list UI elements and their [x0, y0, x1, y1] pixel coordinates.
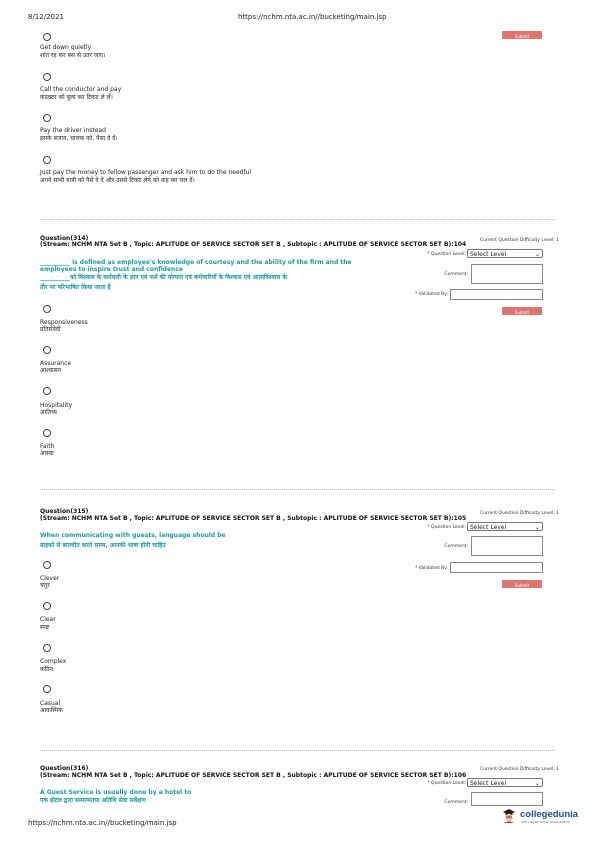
collegedunia-tagline: India's largest Student Review Platform: [521, 821, 571, 824]
select-value: Select Level: [470, 780, 507, 787]
question-level-select[interactable]: [467, 522, 543, 531]
question-text-en: __________ is defined as employee's knowledge of courtesy and the ability of the firm and the: [40, 259, 352, 266]
option-text-hi: शांत रह कर बस से उतर जाए।: [40, 52, 106, 59]
option-radio[interactable]: [43, 561, 51, 569]
question-stream: (Stream: NCHM NTA Set B , Topic: APLITUDE OF SERVICE SECTOR SET B , Subtopic : APLITUDE OF SERVICE SECTOR SET B):105: [40, 515, 467, 522]
submit-button[interactable]: Submit: [502, 31, 542, 39]
option-text-en: Responsiveness: [40, 319, 88, 326]
option-text-hi: आश्वासन: [40, 367, 61, 374]
question-text-hi: ग्राहकों से बातचीत करते समय, आपकी भाषा होनी चाहिए: [40, 542, 166, 549]
validated-by-input[interactable]: [450, 289, 543, 300]
option-text-hi: अपने साथी यात्री को पैसे दे दें और उससे टिकट लेने को कह कर चल दें।: [40, 177, 195, 184]
question-title: Question(316): [40, 765, 89, 772]
question-title: Question(314): [40, 235, 89, 242]
option-text-hi: कठिन: [40, 666, 53, 673]
option-text-en: Clever: [40, 575, 60, 582]
submit-button[interactable]: Submit: [502, 580, 542, 588]
option-radio[interactable]: [43, 114, 51, 122]
option-radio[interactable]: [43, 387, 51, 395]
submit-button[interactable]: Submit: [502, 307, 542, 315]
option-text-hi: आस्था: [40, 450, 54, 457]
option-radio[interactable]: [43, 346, 51, 354]
option-text-hi: आकस्मिक: [40, 707, 63, 714]
question-stream: (Stream: NCHM NTA Set B , Topic: APLITUDE OF SERVICE SECTOR SET B , Subtopic : APLITUDE OF SERVICE SECTOR SET B):104: [40, 241, 467, 248]
comment-textarea[interactable]: [471, 264, 543, 284]
comment-label: Comment:: [444, 800, 468, 805]
validated-by-input[interactable]: [450, 562, 543, 573]
collegedunia-logo-text: collegedunia: [520, 809, 579, 820]
question-text-hi: तौर पर परिभाषित किया जाता है: [40, 284, 111, 291]
difficulty-level: Current Question Difficulty Level: 1: [480, 238, 560, 243]
question-text-en: employees to inspire trust and confidence: [40, 266, 183, 273]
select-value: Select Level: [470, 524, 507, 531]
option-text-hi: स्पष्ट: [40, 624, 50, 631]
option-radio[interactable]: [43, 73, 51, 81]
question-level-select[interactable]: [467, 778, 543, 787]
option-text-en: Complex: [40, 658, 67, 665]
question-separator: [40, 750, 555, 751]
option-radio[interactable]: [43, 156, 51, 164]
chevron-down-icon: ⌄: [534, 524, 540, 531]
print-date: 8/12/2021: [28, 13, 64, 21]
option-radio[interactable]: [43, 602, 51, 610]
question-text-en: When communicating with guests, language should be: [40, 532, 226, 539]
option-radio[interactable]: [43, 644, 51, 652]
comment-label: Comment:: [444, 272, 468, 277]
option-radio[interactable]: [43, 429, 51, 437]
option-text-en: Assurance: [40, 360, 72, 367]
option-text-en: Casual: [40, 700, 61, 707]
option-text-en: Get down quietly: [40, 44, 92, 51]
question-title: Question(315): [40, 508, 89, 515]
option-text-en: Just pay the money to fellow passenger and ask him to do the needful: [40, 169, 252, 176]
option-text-en: Call the conductor and pay: [40, 86, 122, 93]
option-text-hi: कंडक्टर को बुला कर टिकट ले लें।: [40, 94, 113, 101]
option-radio[interactable]: [43, 33, 51, 41]
question-level-label: * Question Level:: [427, 252, 466, 257]
option-text-en: Pay the driver instead: [40, 127, 106, 134]
question-text-hi: __________को विश्वास के कर्मचारी के ज्ञान एवं फर्म की योग्यता एवं कर्मचारियों के विश्वास एवं आत्मविश्वास के: [40, 274, 287, 281]
chevron-down-icon: ⌄: [534, 780, 540, 787]
footer-url: https://nchm.nta.ac.in//bucketing/main.jsp: [28, 819, 177, 827]
option-radio[interactable]: [43, 685, 51, 693]
question-stream: (Stream: NCHM NTA Set B , Topic: APLITUDE OF SERVICE SECTOR SET B , Subtopic : APLITUDE OF SERVICE SECTOR SET B):106: [40, 772, 467, 779]
difficulty-level: Current Question Difficulty Level: 1: [480, 767, 560, 772]
question-separator: [40, 489, 555, 490]
difficulty-level: Current Question Difficulty Level: 1: [480, 511, 560, 516]
select-value: Select Level: [470, 251, 507, 258]
comment-label: Comment:: [444, 544, 468, 549]
option-text-hi: चतुर: [40, 582, 50, 589]
question-level-label: * Question Level:: [427, 781, 466, 786]
option-radio[interactable]: [43, 305, 51, 313]
validated-by-label: * Validated By:: [414, 292, 448, 297]
question-separator: [40, 219, 555, 220]
print-url: https://nchm.nta.ac.in//bucketing/main.jsp: [238, 13, 387, 21]
question-text-en: A Guest Service is usually done by a hotel to: [40, 789, 192, 796]
question-level-select[interactable]: [467, 249, 543, 258]
comment-textarea[interactable]: [471, 792, 543, 806]
option-text-en: Hospitality: [40, 402, 73, 409]
validated-by-label: * Validated By:: [414, 566, 448, 571]
option-text-en: Clear: [40, 616, 56, 623]
option-text-en: Faith: [40, 443, 55, 450]
option-text-hi: प्रतिसंवेदी: [40, 326, 61, 333]
comment-textarea[interactable]: [471, 536, 543, 556]
option-text-hi: आतिथ्य: [40, 409, 57, 416]
question-level-label: * Question Level:: [427, 525, 466, 530]
question-text-hi: एक होटल द्वारा सामान्यतया अतिथि सेवा सर्वेक्षण: [40, 797, 146, 804]
chevron-down-icon: ⌄: [534, 251, 540, 258]
option-text-hi: इसके बजाय, चालक को, पैसा दे दें।: [40, 135, 118, 142]
collegedunia-logo-icon: [500, 806, 518, 824]
